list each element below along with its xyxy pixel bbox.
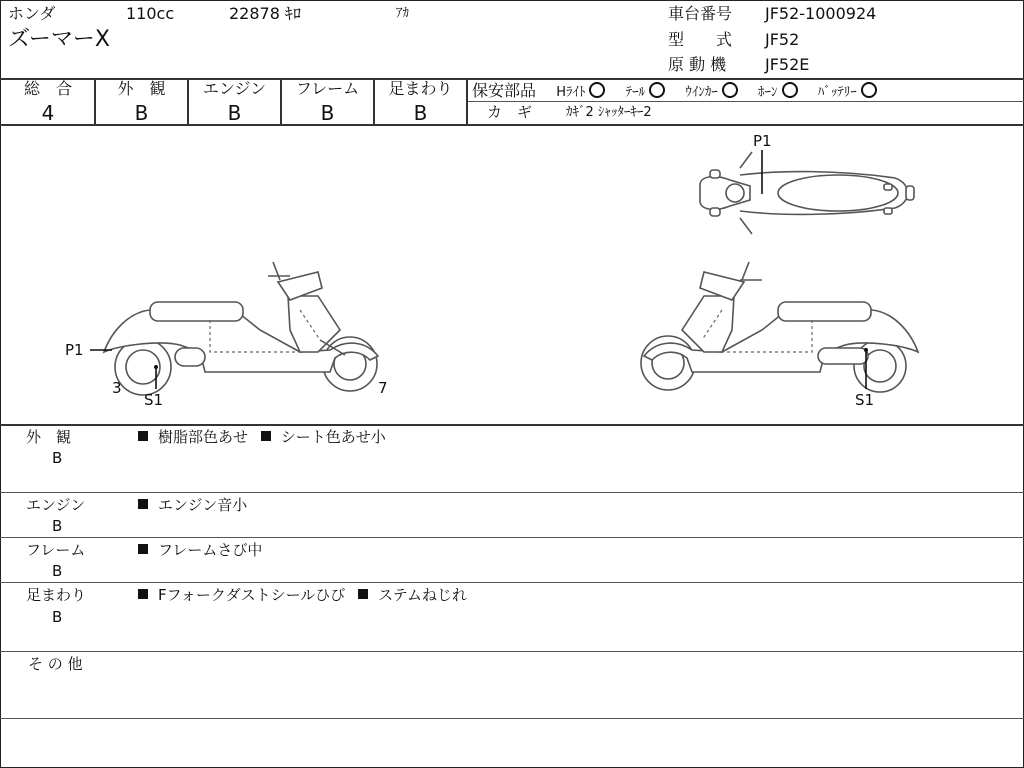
note-item: フレームさび中 (158, 541, 263, 559)
ok-circle-icon (649, 82, 665, 98)
score-label-engine: エンジン (202, 79, 267, 98)
bullet-square-icon (138, 544, 148, 554)
divider (0, 424, 1024, 426)
displacement: 110cc (126, 4, 175, 23)
divider (466, 78, 468, 125)
s1-left-label: S1 (144, 391, 164, 409)
rear-wheel (115, 339, 171, 395)
label-3: 3 (112, 379, 122, 397)
engine-type: JF52E (765, 55, 810, 74)
frame-number: JF52-1000924 (765, 4, 877, 23)
note-items-exterior (138, 430, 386, 445)
bullet-square-icon (138, 431, 148, 441)
muffler (175, 348, 205, 366)
scooter-diagram (0, 126, 1024, 424)
ok-circle-icon (722, 82, 738, 98)
keys-label: カ ギ (487, 103, 533, 121)
mileage: 22878 ｷﾛ (229, 4, 301, 23)
note-grade-engine: B (52, 517, 63, 535)
note-label-other: そ の 他 (28, 655, 83, 673)
note-grade-exterior: B (52, 449, 63, 467)
safety-item-tail: ﾃｰﾙ (625, 85, 646, 100)
divider (0, 718, 1024, 719)
safety-item-horn: ﾎｰﾝ (758, 85, 778, 100)
note-item: シート色あせ小 (280, 428, 386, 446)
score-frame: B (320, 101, 335, 125)
scooter-right-view (641, 262, 918, 392)
bullet-square-icon (358, 589, 368, 599)
note-grade-frame: B (52, 562, 63, 580)
divider (0, 582, 1024, 583)
divider (0, 651, 1024, 652)
label-7: 7 (378, 379, 388, 397)
s1-right-label: S1 (855, 391, 875, 409)
score-exterior: B (134, 101, 149, 125)
engine-label: 原 動 機 (668, 55, 727, 74)
model-name: ズーマーX (8, 27, 110, 52)
score-label-exterior: 外 観 (117, 79, 166, 98)
bullet-square-icon (138, 499, 148, 509)
note-label-frame: フレーム (26, 541, 86, 559)
keys-value: ｶｷﾞ2 ｼｬｯﾀｰｷｰ2 (566, 105, 652, 120)
score-suspension: B (413, 101, 428, 125)
safety-item-winker: ｳｲﾝｶｰ (685, 85, 718, 100)
note-label-engine: エンジン (26, 496, 86, 514)
p1-left-label: P1 (65, 341, 84, 359)
leg-shield (682, 296, 734, 352)
safety-parts (472, 82, 877, 99)
bullet-square-icon (261, 431, 271, 441)
ok-circle-icon (861, 82, 877, 98)
safety-item-battery: ﾊﾞｯﾃﾘｰ (817, 85, 857, 100)
ok-circle-icon (782, 82, 798, 98)
score-overall: 4 (41, 101, 55, 125)
seat (778, 302, 871, 321)
note-item: 樹脂部色あせ (158, 428, 249, 446)
divider (467, 101, 1024, 102)
model-type-label: 型 式 (668, 30, 733, 49)
scooter-top-view (700, 152, 914, 234)
seat-top (778, 175, 898, 211)
note-item: エンジン音小 (158, 496, 248, 514)
p1-top-label: P1 (753, 132, 772, 150)
divider (0, 492, 1024, 493)
ok-circle-icon (589, 82, 605, 98)
score-engine: B (227, 101, 242, 125)
note-items-engine (138, 498, 247, 513)
note-items-frame (138, 543, 262, 558)
muffler (818, 348, 868, 364)
note-items-suspension (138, 588, 467, 603)
color: ｱｶ (396, 6, 409, 21)
safety-item-headlight: Hﾗｲﾄ (556, 85, 586, 100)
note-label-exterior: 外 観 (26, 428, 72, 446)
score-label-frame: フレーム (295, 79, 360, 98)
seat (150, 302, 243, 321)
note-label-suspension: 足まわり (26, 586, 87, 604)
note-item: ステムねじれ (378, 586, 468, 604)
divider (0, 537, 1024, 538)
score-label-overall: 総 合 (23, 79, 72, 98)
note-item: Fフォークダストシールひび (158, 586, 346, 604)
maker: ホンダ (8, 4, 56, 23)
model-type: JF52 (765, 30, 800, 49)
safety-parts-label: 保安部品 (472, 81, 537, 100)
score-label-suspension: 足まわり (388, 79, 453, 98)
note-grade-suspension: B (52, 608, 63, 626)
frame-number-label: 車台番号 (668, 4, 733, 23)
scooter-left-view (104, 262, 378, 395)
bullet-square-icon (138, 589, 148, 599)
